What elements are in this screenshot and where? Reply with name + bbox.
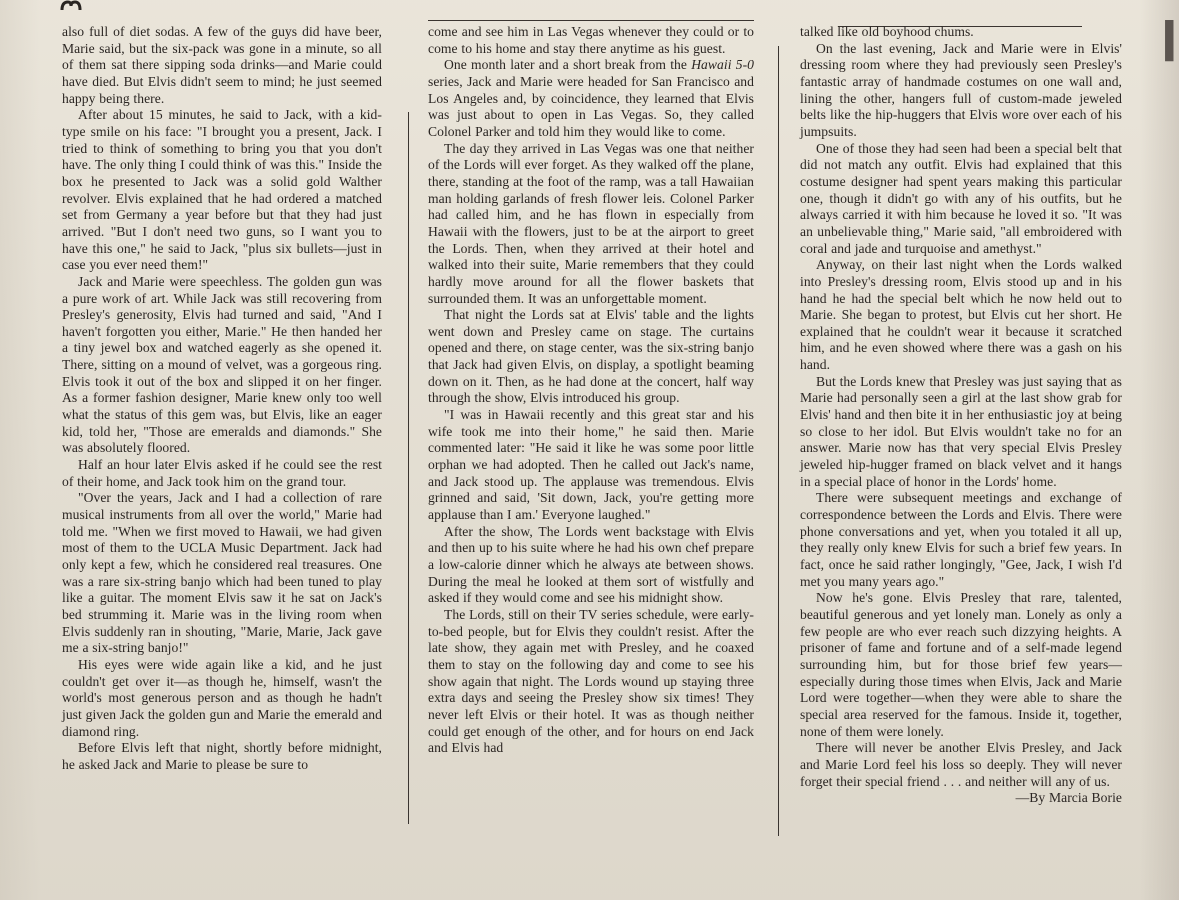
paragraph: There were subsequent meetings and exchange of correspondence between the Lords and Elvis. There were phone conversations and yet, when you totaled it all up, they really only knew Elvis for such a brief few years. In fact, once he said rather longingly, "Gee, Jack, I wish I'd met you many years ago." (800, 490, 1122, 589)
page-edge-shadow (1140, 0, 1179, 900)
paragraph: The day they arrived in Las Vegas was one that neither of the Lords will ever forget. As they walked off the plane, there, standing at the foot of the ramp, was a tall Hawaiian man holding garlands of fresh flower leis. Colonel Parker had called him, and he has flown in especially from Hawaii with the flowers, just to be at the airport to greet the Lords. Then, when they arrived at their hotel and walked into their suite, Marie remembers that they could hardly move around for all the flower baskets that surrounded them. It was an unforgettable moment. (428, 140, 754, 306)
paragraph: "I was in Hawaii recently and this great star and his wife took me into their home," he said then. Marie commented later: "He said it like he was some poor little orphan we had adopted. Then he called out Jack's name, and Jack stood up. The applause was tremendous. Elvis grinned and said, 'Sit down, Jack, you're getting more applause than I am.' Everyone laughed." (428, 407, 754, 523)
paragraph: Jack and Marie were speechless. The golden gun was a pure work of art. While Jack was still recovering from Presley's generosity, Elvis had turned and said, "And I haven't forgotten you either, Marie." He then handed her a tiny jewel box and watched eagerly as she opened it. There, sitting on a mound of velvet, was a gorgeous ring. Elvis took it out of the box and slipped it on her finger. As a former fashion designer, Marie knew only too well what the status of this gem was, but Elvis, like an eager kid, told her, "Those are emeralds and diamonds." She was absolutely floored. (62, 273, 382, 456)
paragraph: Before Elvis left that night, shortly before midnight, he asked Jack and Marie to please be sure to (62, 740, 382, 772)
paragraph: After about 15 minutes, he said to Jack, with a kid-type smile on his face: "I brought you a present, Jack. I tried to think of something to bring you that you don't have. The only thing I could think of was this." Inside the box he presented to Jack was a solid gold Walther revolver. Elvis explained that he had ordered a matched set from Germany a year before but that they had just arrived. "But I don't need two guns, so I want you to have this one," he said to Jack, "plus six bullets—just in case you ever need them!" (62, 107, 382, 273)
show-title: Hawaii 5-0 (691, 57, 754, 73)
paragraph: "Over the years, Jack and I had a collection of rare musical instruments from all over the world," Marie had told me. "When we first moved to Hawaii, we had given most of them to the UCLA Music Department. Jack had only kept a few, which he considered real treasures. One was a rare six-string banjo which had been tuned to play like a guitar. The moment Elvis saw it he sat on Jack's bed strumming it. Marie was in the living room when Elvis suddenly ran in shouting, "Marie, Marie, Jack gave me a six-string banjo!" (62, 490, 382, 656)
paragraph: Anyway, on their last night when the Lords walked into Presley's dressing room, Elvis stood up and in his hand he had the special belt which he now held out to Marie. She began to protest, but Elvis cut her short. He explained that he couldn't wear it because it scratched him, and he even showed where there was a gash on his hand. (800, 257, 1122, 373)
paragraph: come and see him in Las Vegas whenever they could or to come to his home and stay there anytime as his guest. (428, 24, 754, 56)
paragraph-text: One month later and a short break from the (444, 57, 687, 73)
article-column-1 (62, 24, 382, 774)
column-top-rule (428, 20, 754, 21)
column-divider (408, 112, 409, 824)
paragraph: After the show, The Lords went backstage with Elvis and then up to his suite where he had his own chef prepare a low-calorie dinner which he always ate between shows. During the meal he looked at them sort of wistfully and asked if they would come and see his midnight show. (428, 523, 754, 606)
paragraph: That night the Lords sat at Elvis' table and the lights went down and Presley came on stage. The curtains opened and there, on stage center, was the six-string banjo that Jack had given Elvis, on display, a spotlight beaming down on it. Then, as he had done at the concert, half way through the show, Elvis introduced his group. (428, 307, 754, 406)
paragraph: also full of diet sodas. A few of the guys did have beer, Marie said, but the six-pack was gone in a minute, so all of them sat there sipping soda drinks—and Marie could have died. But Elvis didn't seem to mind; he just seemed happy being there. (62, 24, 382, 106)
paragraph (428, 57, 754, 140)
paragraph: But the Lords knew that Presley was just saying that as Marie had personally seen a girl at the last show grab for Elvis' hand and then bite it in her enthusiastic joy at being so close to her idol. But Elvis wouldn't take no for an answer. Marie now has that very special Elvis Presley jeweled hip-hugger framed on black velvet and it hangs in a special place of honor in the Lords' home. (800, 373, 1122, 489)
paragraph-text: There will never be another Elvis Presley, and Jack and Marie Lord feel his loss so deeply. They will never forget their special friend . . . and neither will any of us. (800, 740, 1122, 789)
paragraph: Half an hour later Elvis asked if he could see the rest of their home, and Jack took him on the grand tour. (62, 457, 382, 489)
paragraph-text: series, Jack and Marie were headed for San Francisco and Los Angeles and, by coincidence, they learned that Elvis was just about to open in Las Vegas. So, they called Colonel Parker and told him they would like to come. (428, 73, 754, 139)
byline: —By Marcia Borie (1015, 790, 1122, 806)
paragraph: The Lords, still on their TV series schedule, were early-to-bed people, but for Elvis they couldn't resist. After the late show, they again met with Presley, and he coaxed them to stay on the following day and come to see his show again that night. The Lords wound up staying three extra days and seeing the Presley show six times! They never left Elvis or their hotel. It was as though neither could get enough of the other, and for hours on end Jack and Elvis had (428, 606, 754, 756)
column-divider (778, 46, 779, 836)
page-corner-glyph (60, 0, 82, 12)
paragraph (800, 740, 1122, 807)
paragraph: On the last evening, Jack and Marie were in Elvis' dressing room where they had previously seen Presley's fantastic array of handmade costumes on one wall and, lining the other, hangers full of custom-made jeweled belts like the hip-huggers that Elvis wore over each of his jumpsuits. (800, 40, 1122, 139)
paragraph: One of those they had seen had been a special belt that did not match any outfit. Elvis had explained that this costume designer had spent years making this particular one, though it didn't go with any of his outfits, but he always carried it with him because he loved it so. "It was an unbelievable thing," Marie said, "all embroidered with coral and jade and turquoise and amethyst." (800, 140, 1122, 256)
paragraph: Now he's gone. Elvis Presley that rare, talented, beautiful generous and yet lonely man. Lonely as only a few people are who ever reach such dizzying heights. A prisoner of fame and fortune and of a self-made legend surrounding him, but for those brief few years—especially during those times when Elvis, Jack and Marie Lord were together—when they were able to share the special area reserved for the famous. Inside it, together, none of them were lonely. (800, 590, 1122, 739)
article-column-2 (428, 24, 754, 757)
edge-glyph: ▐ (1156, 22, 1174, 59)
paragraph: His eyes were wide again like a kid, and he just couldn't get over it—as though he, himself, wasn't the world's most generous person and as though he hadn't just given Jack the golden gun and Marie the emerald and diamond ring. (62, 656, 382, 739)
paragraph: talked like old boyhood chums. (800, 24, 974, 39)
article-column-3 (800, 24, 1122, 807)
